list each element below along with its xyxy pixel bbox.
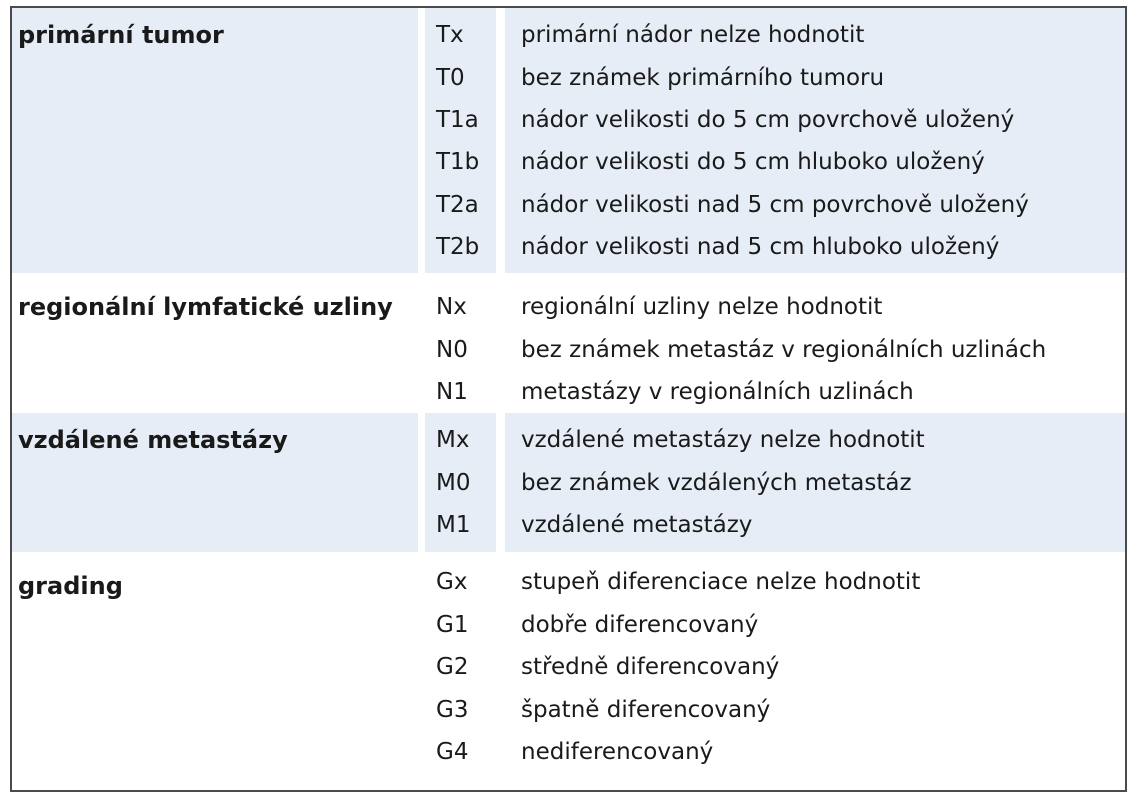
description-text: nádor velikosti do 5 cm povrchově uložený [521,107,1015,133]
code-label: Nx [436,294,467,320]
category-cell [12,559,418,784]
description-text: metastázy v regionálních uzlinách [521,379,914,405]
description-cell [505,559,1125,784]
code-label: T0 [436,65,465,91]
description-text: středně diferencovaný [521,654,780,680]
category-cell [12,8,418,273]
code-cell [425,8,496,273]
table-section-grading [12,559,1125,784]
description-text: nádor velikosti nad 5 cm hluboko uložený [521,234,1000,260]
table-section-distant-metastases [12,413,1125,552]
table-section-regional-lymph-nodes [12,280,1125,413]
description-cell [505,8,1125,273]
category-label: primární tumor [18,21,224,49]
description-text: bez známek primárního tumoru [521,65,885,91]
description-text: špatně diferencovaný [521,697,771,723]
category-label: vzdálené metastázy [18,426,288,454]
code-label: N0 [436,337,468,363]
description-text: regionální uzliny nelze hodnotit [521,294,883,320]
code-label: T1b [436,149,480,175]
code-label: T2b [436,234,480,260]
code-label: G1 [436,612,469,638]
description-text: bez známek vzdálených metastáz [521,470,912,496]
description-cell [505,280,1125,413]
code-label: G4 [436,739,469,765]
code-label: T1a [436,107,479,133]
description-text: dobře diferencovaný [521,612,759,638]
description-text: nediferencovaný [521,739,714,765]
staging-table [10,6,1127,792]
description-text: vzdálené metastázy [521,512,753,538]
category-label: regionální lymfatické uzliny [18,293,393,321]
code-label: N1 [436,379,468,405]
code-cell [425,413,496,552]
description-text: primární nádor nelze hodnotit [521,22,865,48]
category-cell [12,280,418,413]
category-cell [12,413,418,552]
code-label: Tx [436,22,464,48]
code-label: G3 [436,697,469,723]
description-text: bez známek metastáz v regionálních uzlinách [521,337,1047,363]
code-label: T2a [436,192,479,218]
code-label: G2 [436,654,469,680]
code-cell [425,280,496,413]
description-text: vzdálené metastázy nelze hodnotit [521,427,925,453]
code-label: M0 [436,470,471,496]
code-label: M1 [436,512,471,538]
category-label: grading [18,572,123,600]
table-section-primary-tumor [12,8,1125,273]
description-text: nádor velikosti do 5 cm hluboko uložený [521,149,985,175]
description-cell [505,413,1125,552]
code-label: Mx [436,427,470,453]
description-text: stupeň diferenciace nelze hodnotit [521,569,921,595]
code-cell [425,559,496,784]
code-label: Gx [436,569,468,595]
description-text: nádor velikosti nad 5 cm povrchově uložený [521,192,1029,218]
